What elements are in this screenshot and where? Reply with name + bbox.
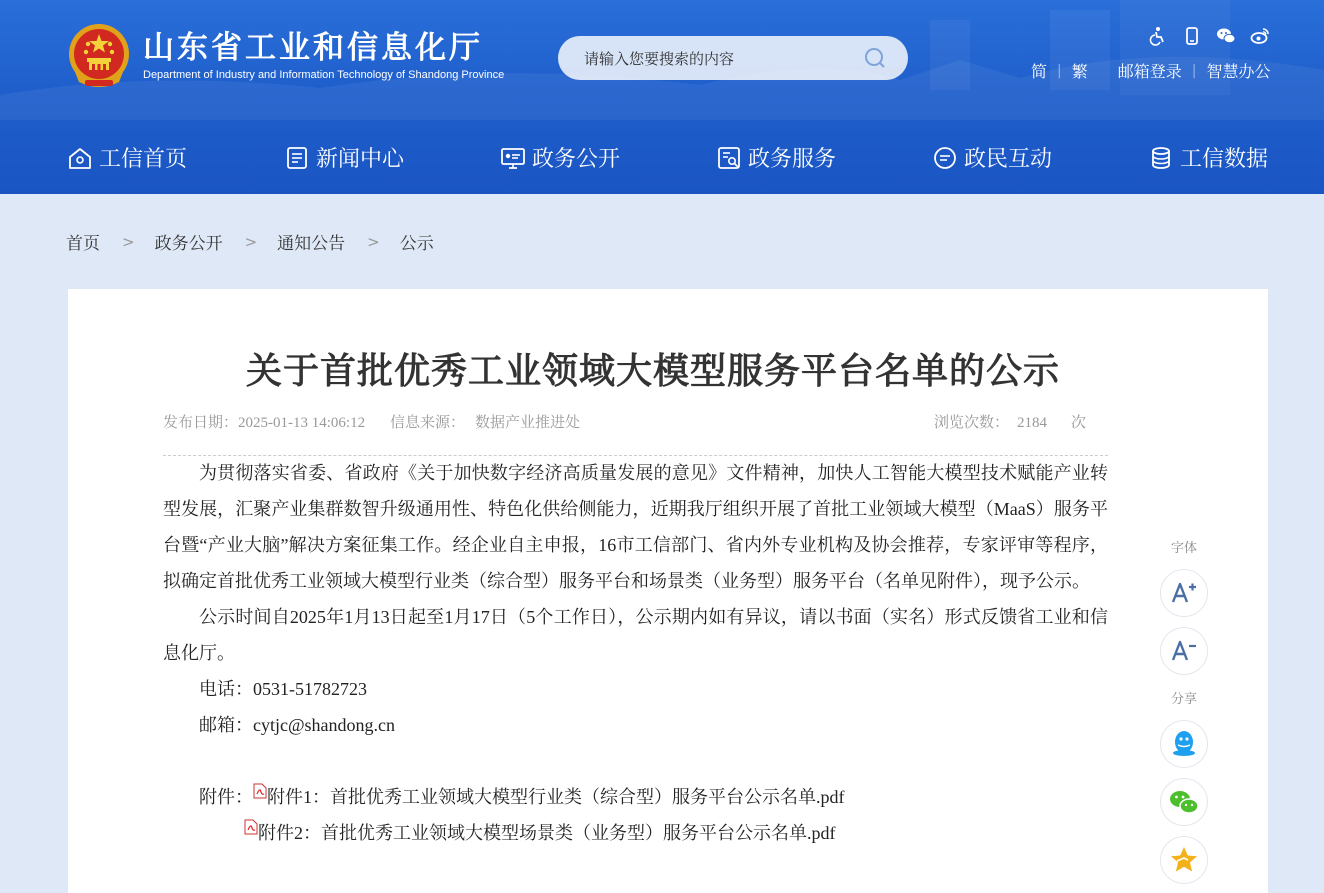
search-box[interactable] (558, 36, 908, 80)
article-paragraph: 为贯彻落实省委、省政府《关于加快数字经济高质量发展的意见》文件精神，加快人工智能大模型技术赋能产业转型发展，汇聚产业集群数智升级通用性、特色化供给侧能力，近期我厅组织开展了首批工业领域大模型（MaaS）服务平台暨“产业大脑”解决方案征集工作。经企业自主申报，16市工信部门、省内外专业机构及协会推荐，专家评审等程序，拟确定首批优秀工业领域大模型行业类（综合型）服务平台和场景类（业务型）服务平台（名单见附件），现予公示。 (163, 463, 1108, 591)
nav-item-label: 新闻中心 (316, 147, 405, 172)
chat-icon (932, 145, 958, 171)
font-increase-icon (1170, 581, 1198, 605)
attachment-link-1[interactable]: 附件1：首批优秀工业领域大模型行业类（综合型）服务平台公示名单.pdf (267, 787, 845, 807)
service-icon (716, 145, 742, 171)
main-nav (0, 120, 1324, 194)
weibo-icon[interactable] (1250, 26, 1270, 46)
view-count-unit: 次 (1071, 415, 1087, 431)
site-title: 山东省工业和信息化厅 (143, 30, 483, 66)
nav-item-news[interactable] (284, 142, 404, 173)
database-icon (1148, 145, 1174, 171)
breadcrumb-separator: > (244, 232, 258, 251)
mail-login-link[interactable]: 邮箱登录 (1117, 62, 1182, 81)
home-icon (67, 145, 93, 171)
search-icon[interactable] (864, 47, 886, 69)
publish-date-value: 2025-01-13 14:06:12 (238, 415, 366, 431)
contact-email: 邮箱：cytjc@shandong.cn (199, 715, 396, 735)
attachment-row (163, 815, 1108, 851)
news-icon (284, 145, 310, 171)
nav-item-label: 工信首页 (99, 147, 188, 172)
nav-item-label: 政民互动 (964, 147, 1053, 172)
nav-item-label: 政务公开 (532, 147, 621, 172)
nav-item-data[interactable] (1148, 142, 1268, 173)
wechat-icon[interactable] (1216, 26, 1236, 46)
search-input[interactable]: 请输入您要搜索的内容 (584, 49, 735, 68)
accessibility-icon[interactable] (1148, 26, 1168, 46)
national-emblem-icon (67, 22, 131, 90)
nav-item-label: 工信数据 (1180, 147, 1269, 172)
favorite-button[interactable] (1160, 836, 1208, 884)
breadcrumb-home[interactable]: 首页 (66, 234, 100, 254)
spacer (163, 743, 1108, 779)
font-increase-button[interactable] (1160, 569, 1208, 617)
publish-date-label: 发布日期： (163, 415, 239, 431)
site-header (0, 0, 1324, 194)
site-subtitle: Department of Industry and Information Technology of Shandong Province (143, 69, 505, 81)
view-count-value: 2184 (1017, 415, 1048, 431)
breadcrumb-separator: > (122, 232, 135, 251)
view-count-label: 浏览次数： (934, 415, 1010, 431)
nav-item-interaction[interactable] (932, 142, 1052, 173)
wechat-share-icon (1168, 788, 1200, 816)
article-body (163, 455, 1108, 851)
traditional-chinese-link[interactable]: 繁 (1071, 62, 1088, 81)
info-source (390, 411, 580, 432)
smart-office-link[interactable]: 智慧办公 (1206, 62, 1271, 81)
nav-item-gov-affairs[interactable] (500, 142, 620, 173)
article-paragraph: 公示时间自2025年1月13日起至1月17日（5个工作日），公示期内如有异议，请以书面（实名）形式反馈省工业和信息化厅。 (163, 607, 1108, 663)
divider: | (1191, 62, 1197, 79)
qq-icon (1170, 729, 1198, 759)
mobile-icon[interactable] (1182, 26, 1202, 46)
breadcrumb (66, 229, 434, 254)
share-wechat-button[interactable] (1160, 778, 1208, 826)
breadcrumb-current[interactable]: 公示 (399, 234, 434, 254)
monitor-icon (500, 145, 526, 171)
top-links (1031, 59, 1271, 82)
nav-item-label: 政务服务 (748, 147, 837, 172)
font-decrease-button[interactable] (1160, 627, 1208, 675)
breadcrumb-gov-affairs[interactable]: 政务公开 (154, 234, 223, 254)
attachments-label: 附件： (199, 787, 253, 807)
pdf-icon (244, 819, 258, 835)
article-title: 关于首批优秀工业领域大模型服务平台名单的公示 (245, 351, 1060, 392)
side-tools (1160, 540, 1208, 884)
attachment-row (163, 779, 1108, 815)
nav-item-gov-services[interactable] (716, 142, 836, 173)
favorite-icon (1169, 845, 1199, 875)
site-logo[interactable] (67, 22, 504, 90)
font-decrease-icon (1170, 639, 1198, 663)
breadcrumb-notices[interactable]: 通知公告 (277, 234, 346, 254)
nav-item-home[interactable] (67, 142, 187, 173)
info-source-value: 数据产业推进处 (475, 415, 581, 431)
article-card (68, 289, 1268, 893)
breadcrumb-separator: > (367, 232, 380, 251)
attachment-link-2[interactable]: 附件2：首批优秀工业领域大模型场景类（业务型）服务平台公示名单.pdf (258, 823, 836, 843)
divider: | (1057, 62, 1062, 79)
view-count (934, 411, 1086, 432)
pdf-icon (253, 783, 267, 799)
share-label: 分享 (1170, 692, 1197, 707)
contact-phone: 电话：0531-51782723 (199, 679, 367, 699)
font-size-label: 字体 (1170, 541, 1197, 556)
share-qq-button[interactable] (1160, 720, 1208, 768)
publish-date (163, 411, 365, 432)
info-source-label: 信息来源： (390, 415, 466, 431)
top-icon-bar (1148, 26, 1270, 46)
simplified-chinese-link[interactable]: 简 (1031, 62, 1048, 81)
